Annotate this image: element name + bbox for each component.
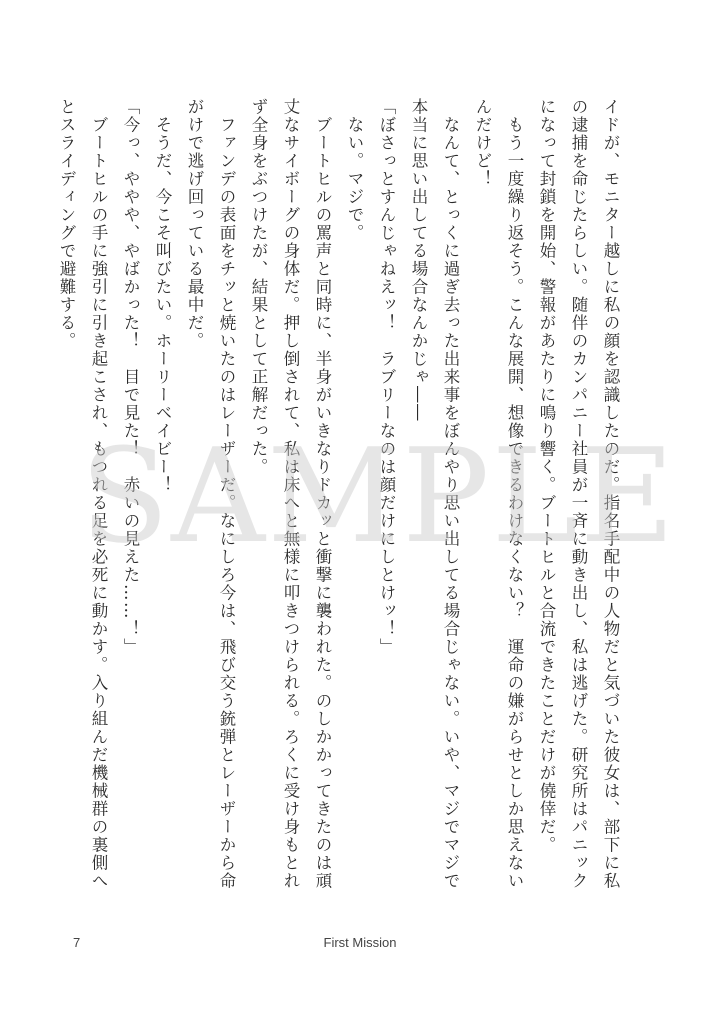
text-line: なんて、とっくに過ぎ去った出来事をぼんやり思い出してる場合じゃない。いや、マジでマジで <box>441 98 460 890</box>
text-line: がけで逃げ回っている最中だ。 <box>185 98 204 350</box>
text-line: ず全身をぶつけたが、結果として正解だった。 <box>249 98 268 476</box>
text-line: の逮捕を命じたらしい。随伴のカンパニー社員が一斉に動き出し、私は逃げた。研究所はパニック <box>569 98 588 890</box>
text-line: もう一度繰り返そう。こんな展開、想像できるわけなくない？ 運命の嫌がらせとしか思えない <box>505 98 524 890</box>
dialogue-line: 「ぼさっとすんじゃねえッ！ ラブリーなのは顔だけにしとけッ！」 <box>377 98 396 656</box>
text-line: んだけど！ <box>473 98 492 188</box>
dialogue-line: 「今っ、ややや、やばかった！ 目で見た！ 赤いの見えた……！」 <box>121 98 140 656</box>
page-number: 7 <box>73 935 81 950</box>
running-title: First Mission <box>323 935 397 950</box>
text-line: 丈なサイボーグの身体だ。押し倒されて、私は床へと無様に叩きつけられる。ろくに受け身もとれ <box>281 98 300 890</box>
text-line: ブートヒルの手に強引に引き起こされ、もつれる足を必死に動かす。入り組んだ機械群の裏側へ <box>89 98 108 890</box>
text-line: になって封鎖を開始、警報があたりに鳴り響く。ブートヒルと合流できたことだけが僥倖だ。 <box>537 98 556 854</box>
text-line: 本当に思い出してる場合なんかじゃ―― <box>409 98 428 422</box>
text-line: イドが、モニター越しに私の顔を認識したのだ。指名手配中の人物だと気づいた彼女は、部下に私 <box>601 98 620 890</box>
text-line: ファンデの表面をチッと焼いたのはレーザーだ。なにしろ今は、飛び交う銃弾とレーザーから命 <box>217 98 236 890</box>
text-line: ブートヒルの罵声と同時に、半身がいきなりドカッと衝撃に襲われた。のしかかってきたのは頑 <box>313 98 332 890</box>
text-line: そうだ、今こそ叫びたい。ホーリーベイビー！ <box>153 98 172 494</box>
sample-watermark: SAMPLE <box>80 420 677 572</box>
text-line: とスライディングで避難する。 <box>57 98 76 350</box>
text-line: ない。マジで。 <box>345 98 364 242</box>
